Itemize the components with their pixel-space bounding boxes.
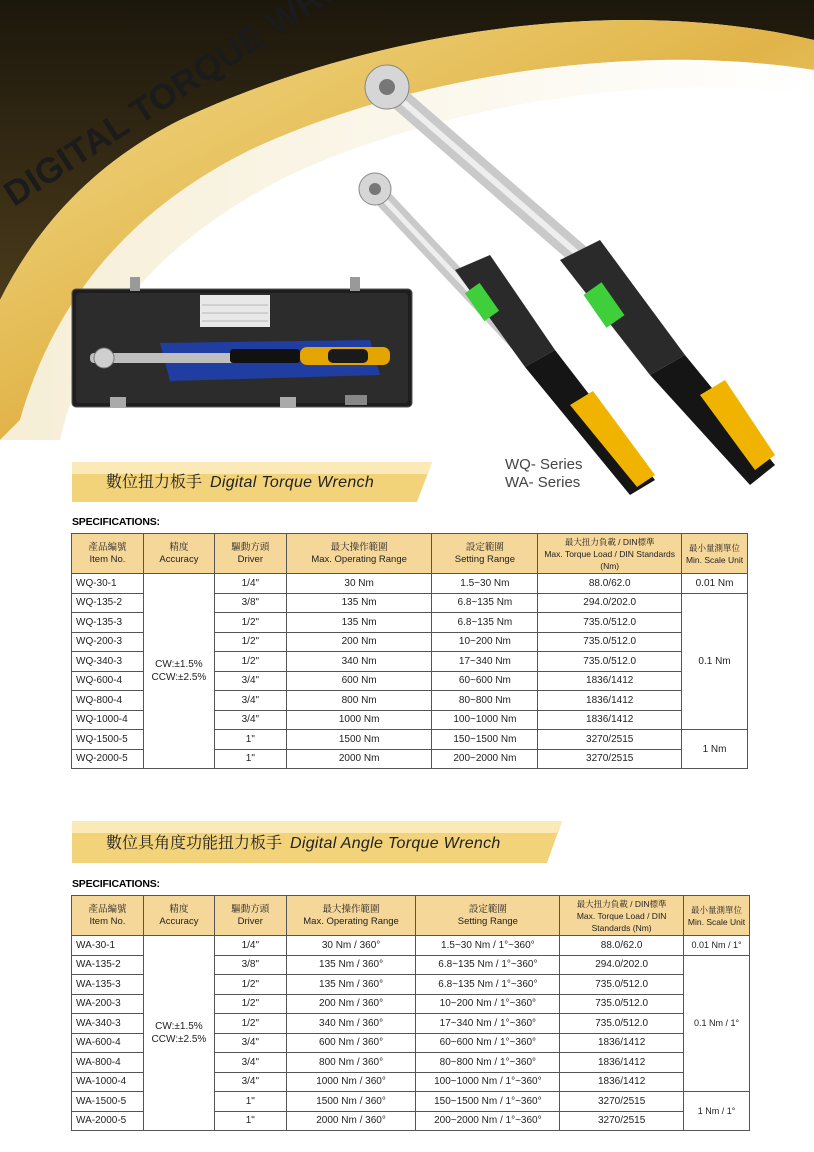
cell-item: WQ-1000-4 bbox=[72, 710, 144, 730]
cell-load: 735.0/512.0 bbox=[560, 1014, 684, 1034]
section-label bbox=[106, 830, 501, 853]
header-driver: 驅動方頭 Driver bbox=[214, 534, 286, 574]
cell-max: 135 Nm / 360° bbox=[286, 955, 416, 975]
cell-driver: 3/4" bbox=[214, 671, 286, 691]
cell-item: WQ-2000-5 bbox=[72, 749, 144, 769]
cell-load: 3270/2515 bbox=[538, 749, 682, 769]
cell-driver: 1" bbox=[214, 749, 286, 769]
cell-item: WQ-1500-5 bbox=[72, 730, 144, 750]
cell-max: 600 Nm bbox=[286, 671, 432, 691]
cell-scale: 0.01 Nm bbox=[682, 574, 748, 594]
cell-setting: 6.8~135 Nm bbox=[432, 613, 538, 633]
cell-item: WQ-30-1 bbox=[72, 574, 144, 594]
cell-item: WA-135-3 bbox=[72, 975, 144, 995]
cell-setting: 80~800 Nm bbox=[432, 691, 538, 711]
header-accuracy: 精度 Accuracy bbox=[143, 534, 214, 574]
cell-driver: 3/4" bbox=[214, 691, 286, 711]
cell-setting: 150~1500 Nm bbox=[432, 730, 538, 750]
cell-driver: 1/4" bbox=[214, 936, 286, 956]
cell-accuracy: CW:±1.5% CCW:±2.5% bbox=[143, 936, 214, 1131]
cell-driver: 3/4" bbox=[214, 1053, 286, 1073]
table-row bbox=[72, 936, 750, 956]
header-accuracy: 精度 Accuracy bbox=[143, 896, 214, 936]
cell-item: WA-200-3 bbox=[72, 994, 144, 1014]
cell-load: 1836/1412 bbox=[560, 1033, 684, 1053]
cell-scale: 1 Nm / 1° bbox=[684, 1092, 750, 1131]
cell-driver: 3/8" bbox=[214, 593, 286, 613]
cell-setting: 17~340 Nm / 1°~360° bbox=[416, 1014, 560, 1034]
cell-item: WA-340-3 bbox=[72, 1014, 144, 1034]
cell-load: 1836/1412 bbox=[538, 691, 682, 711]
cell-item: WQ-135-3 bbox=[72, 613, 144, 633]
cell-driver: 3/4" bbox=[214, 1033, 286, 1053]
spec-title: SPECIFICATIONS: bbox=[72, 878, 160, 890]
header-scale-unit: 最小量測單位 Min. Scale Unit bbox=[682, 534, 748, 574]
spec-table-digital bbox=[71, 533, 748, 769]
cell-load: 3270/2515 bbox=[560, 1092, 684, 1112]
cell-max: 800 Nm / 360° bbox=[286, 1053, 416, 1073]
cell-item: WA-600-4 bbox=[72, 1033, 144, 1053]
cell-driver: 3/4" bbox=[214, 710, 286, 730]
cell-item: WQ-135-2 bbox=[72, 593, 144, 613]
cell-setting: 200~2000 Nm / 1°~360° bbox=[416, 1111, 560, 1131]
cell-setting: 80~800 Nm / 1°~360° bbox=[416, 1053, 560, 1073]
cell-setting: 60~600 Nm / 1°~360° bbox=[416, 1033, 560, 1053]
header-setting-range: 設定範圍 Setting Range bbox=[432, 534, 538, 574]
cell-item: WQ-600-4 bbox=[72, 671, 144, 691]
header-scale-unit: 最小量測單位 Min. Scale Unit bbox=[684, 896, 750, 936]
cell-item: WA-800-4 bbox=[72, 1053, 144, 1073]
section-label bbox=[106, 469, 374, 492]
cell-load: 1836/1412 bbox=[560, 1072, 684, 1092]
cell-accuracy: CW:±1.5% CCW:±2.5% bbox=[143, 574, 214, 769]
cell-max: 1000 Nm / 360° bbox=[286, 1072, 416, 1092]
cell-load: 294.0/202.0 bbox=[538, 593, 682, 613]
cell-driver: 1" bbox=[214, 1111, 286, 1131]
cell-max: 1500 Nm / 360° bbox=[286, 1092, 416, 1112]
cell-item: WQ-800-4 bbox=[72, 691, 144, 711]
cell-scale: 0.1 Nm / 1° bbox=[684, 955, 750, 1092]
table-header-row bbox=[72, 534, 748, 574]
header-torque-load: 最大扭力負載 / DIN標準 Max. Torque Load / DIN Standards (Nm) bbox=[538, 534, 682, 574]
series-label-wq: WQ- Series bbox=[505, 456, 583, 473]
cell-driver: 3/8" bbox=[214, 955, 286, 975]
cell-setting: 17~340 Nm bbox=[432, 652, 538, 672]
cell-item: WQ-200-3 bbox=[72, 632, 144, 652]
cell-driver: 1/2" bbox=[214, 994, 286, 1014]
cell-setting: 1.5~30 Nm / 1°~360° bbox=[416, 936, 560, 956]
header-item: 產品編號 Item No. bbox=[72, 896, 144, 936]
cell-item: WA-30-1 bbox=[72, 936, 144, 956]
cell-item: WA-135-2 bbox=[72, 955, 144, 975]
cell-max: 135 Nm bbox=[286, 613, 432, 633]
cell-load: 735.0/512.0 bbox=[538, 613, 682, 633]
cell-driver: 1" bbox=[214, 730, 286, 750]
cell-setting: 200~2000 Nm bbox=[432, 749, 538, 769]
cell-load: 3270/2515 bbox=[538, 730, 682, 750]
cell-item: WA-1500-5 bbox=[72, 1092, 144, 1112]
cell-max: 800 Nm bbox=[286, 691, 432, 711]
series-label-wa: WA- Series bbox=[505, 474, 581, 491]
cell-driver: 1/4" bbox=[214, 574, 286, 594]
cell-load: 735.0/512.0 bbox=[538, 632, 682, 652]
header-setting-range: 設定範圍 Setting Range bbox=[416, 896, 560, 936]
cell-item: WA-2000-5 bbox=[72, 1111, 144, 1131]
cell-driver: 1/2" bbox=[214, 652, 286, 672]
section-header-angle bbox=[72, 817, 562, 863]
cell-setting: 6.8~135 Nm / 1°~360° bbox=[416, 975, 560, 995]
cell-load: 88.0/62.0 bbox=[560, 936, 684, 956]
series-label bbox=[505, 456, 583, 492]
cell-driver: 1/2" bbox=[214, 632, 286, 652]
cell-max: 340 Nm bbox=[286, 652, 432, 672]
cell-setting: 100~1000 Nm / 1°~360° bbox=[416, 1072, 560, 1092]
cell-load: 735.0/512.0 bbox=[538, 652, 682, 672]
cell-max: 1500 Nm bbox=[286, 730, 432, 750]
cell-setting: 10~200 Nm bbox=[432, 632, 538, 652]
table-row bbox=[72, 574, 748, 594]
cell-driver: 1/2" bbox=[214, 975, 286, 995]
cell-max: 30 Nm / 360° bbox=[286, 936, 416, 956]
cell-load: 88.0/62.0 bbox=[538, 574, 682, 594]
cell-setting: 60~600 Nm bbox=[432, 671, 538, 691]
header-item: 產品編號 Item No. bbox=[72, 534, 144, 574]
header-torque-load: 最大扭力負載 / DIN標準 Max. Torque Load / DIN Standards (Nm) bbox=[560, 896, 684, 936]
header-max-range: 最大操作範圍 Max. Operating Range bbox=[286, 534, 432, 574]
cell-load: 735.0/512.0 bbox=[560, 994, 684, 1014]
cell-max: 200 Nm / 360° bbox=[286, 994, 416, 1014]
cell-scale: 1 Nm bbox=[682, 730, 748, 769]
cell-setting: 10~200 Nm / 1°~360° bbox=[416, 994, 560, 1014]
section-label-zh: 數位具角度功能扭力板手 bbox=[106, 835, 283, 852]
cell-max: 600 Nm / 360° bbox=[286, 1033, 416, 1053]
section-label-zh: 數位扭力板手 bbox=[106, 474, 203, 491]
cell-item: WA-1000-4 bbox=[72, 1072, 144, 1092]
cell-driver: 3/4" bbox=[214, 1072, 286, 1092]
cell-max: 2000 Nm bbox=[286, 749, 432, 769]
cell-max: 200 Nm bbox=[286, 632, 432, 652]
cell-driver: 1" bbox=[214, 1092, 286, 1112]
cell-max: 135 Nm bbox=[286, 593, 432, 613]
header-max-range: 最大操作範圍 Max. Operating Range bbox=[286, 896, 416, 936]
header-driver: 驅動方頭 Driver bbox=[214, 896, 286, 936]
cell-driver: 1/2" bbox=[214, 613, 286, 633]
cell-load: 3270/2515 bbox=[560, 1111, 684, 1131]
cell-setting: 150~1500 Nm / 1°~360° bbox=[416, 1092, 560, 1112]
wrenches-image bbox=[355, 55, 795, 495]
cell-max: 2000 Nm / 360° bbox=[286, 1111, 416, 1131]
cell-load: 294.0/202.0 bbox=[560, 955, 684, 975]
spec-title: SPECIFICATIONS: bbox=[72, 516, 160, 528]
cell-load: 1836/1412 bbox=[538, 671, 682, 691]
cell-setting: 6.8~135 Nm / 1°~360° bbox=[416, 955, 560, 975]
cell-setting: 6.8~135 Nm bbox=[432, 593, 538, 613]
cell-max: 340 Nm / 360° bbox=[286, 1014, 416, 1034]
cell-max: 30 Nm bbox=[286, 574, 432, 594]
spec-table-angle bbox=[71, 895, 750, 1131]
cell-load: 1836/1412 bbox=[538, 710, 682, 730]
cell-load: 735.0/512.0 bbox=[560, 975, 684, 995]
section-header-digital bbox=[72, 456, 432, 502]
table-header-row bbox=[72, 896, 750, 936]
cell-setting: 1.5~30 Nm bbox=[432, 574, 538, 594]
cell-max: 135 Nm / 360° bbox=[286, 975, 416, 995]
cell-scale: 0.01 Nm / 1° bbox=[684, 936, 750, 956]
cell-setting: 100~1000 Nm bbox=[432, 710, 538, 730]
cell-max: 1000 Nm bbox=[286, 710, 432, 730]
cell-item: WQ-340-3 bbox=[72, 652, 144, 672]
cell-driver: 1/2" bbox=[214, 1014, 286, 1034]
cell-scale: 0.1 Nm bbox=[682, 593, 748, 730]
section-label-en: Digital Torque Wrench bbox=[210, 474, 375, 491]
section-label-en: Digital Angle Torque Wrench bbox=[290, 835, 501, 852]
cell-load: 1836/1412 bbox=[560, 1053, 684, 1073]
